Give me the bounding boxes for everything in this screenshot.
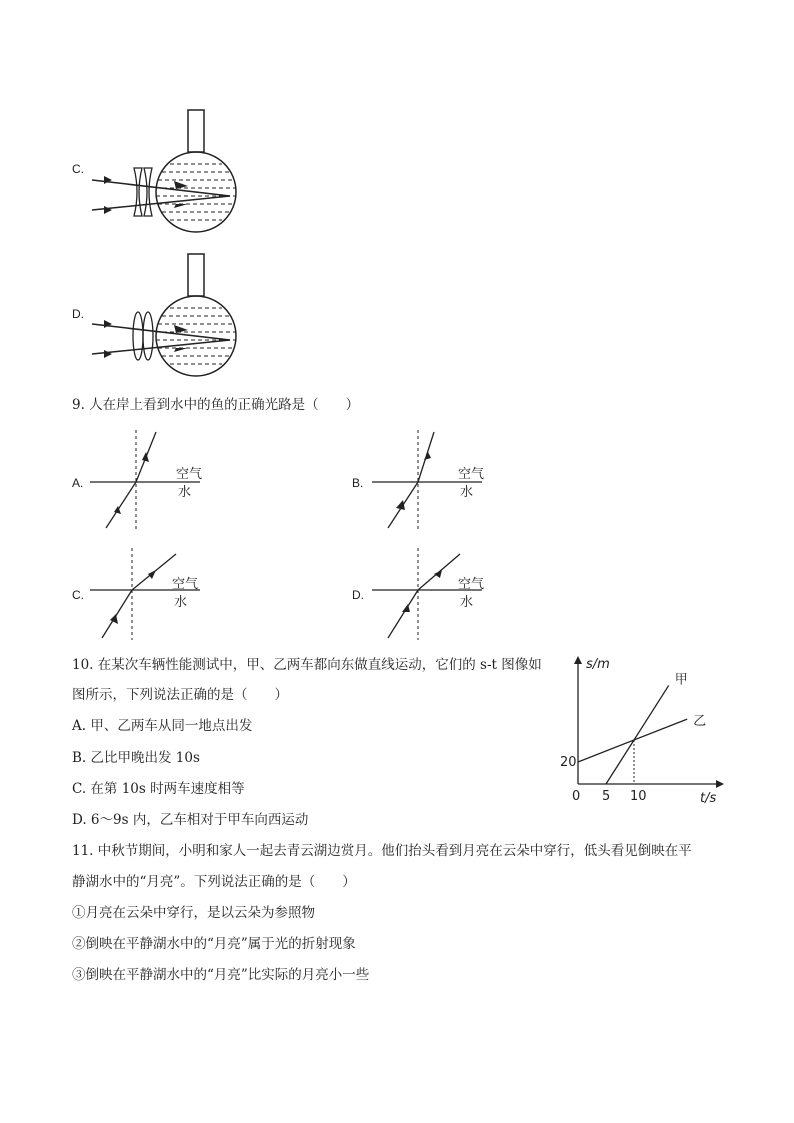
q8-option-c-label: C. [72,162,84,176]
q9-option-a-air: 空气 [176,467,203,482]
series-line-1 [606,685,669,784]
q9-option-c-water: 水 [174,595,188,610]
y-axis-label: s/m [586,657,610,672]
q10-stem-line1: 10. 在某次车辆性能测试中，甲、乙两车都向东做直线运动，它们的 s-t 图像如 [72,657,542,673]
x-tick-label-5: 5 [602,789,611,804]
x-tick-label-10: 10 [630,789,647,804]
q9-stem: 9. 人在岸上看到水中的鱼的正确光路是（ ） [72,397,360,413]
q10-option-d: D. 6～9s 内，乙车相对于甲车向西运动 [72,812,309,828]
q8-option-d-eye-diagram [90,252,250,382]
q11-item-3: ③倒映在平静湖水中的“月亮”比实际的月亮小一些 [72,967,370,983]
q9-option-c-diagram [88,546,218,642]
q9-option-b-air: 空气 [458,467,485,482]
q9-option-a-label: A. [72,476,84,490]
q9-option-c-air: 空气 [172,577,199,592]
q9-option-d-air: 空气 [458,577,485,592]
q9-option-c-label: C. [72,588,84,602]
q9-option-b-water: 水 [460,485,474,500]
q11-item-1: ①月亮在云朵中穿行，是以云朵为参照物 [72,905,315,921]
q10-option-c: C. 在第 10s 时两车速度相等 [72,781,245,797]
y-tick-label-20: 20 [560,755,577,770]
q8-option-c-eye-diagram [90,108,250,238]
y-axis-arrow [574,656,582,664]
x-axis-label: t/s [700,791,717,806]
q11-stem-line1: 11. 中秋节期间，小明和家人一起去青云湖边赏月。他们抬头看到月亮在云朵中穿行，低头看见倒映在平 [72,843,692,859]
series-label-1: 甲 [674,672,688,688]
x-tick-label-0: 0 [572,789,581,804]
q9-option-b-label: B. [352,476,364,490]
series-line-2 [578,719,687,762]
q10-option-b: B. 乙比甲晚出发 10s [72,750,200,766]
q8-option-d-label: D. [72,307,84,321]
q9-option-d-diagram [370,546,500,642]
x-axis-arrow [716,780,724,788]
q11-item-2: ②倒映在平静湖水中的“月亮”属于光的折射现象 [72,936,356,952]
series-label-2: 乙 [693,714,707,730]
q10-stem-line2: 图所示，下列说法正确的是（ ） [72,687,288,703]
q11-stem-line2: 静湖水中的“月亮”。下列说法正确的是（ ） [72,874,356,890]
q10-option-a: A. 甲、乙两车从同一地点出发 [72,718,253,734]
st-graph [556,650,726,810]
q9-option-d-label: D. [352,588,364,602]
q9-option-d-water: 水 [460,595,474,610]
q9-option-a-water: 水 [178,485,192,500]
